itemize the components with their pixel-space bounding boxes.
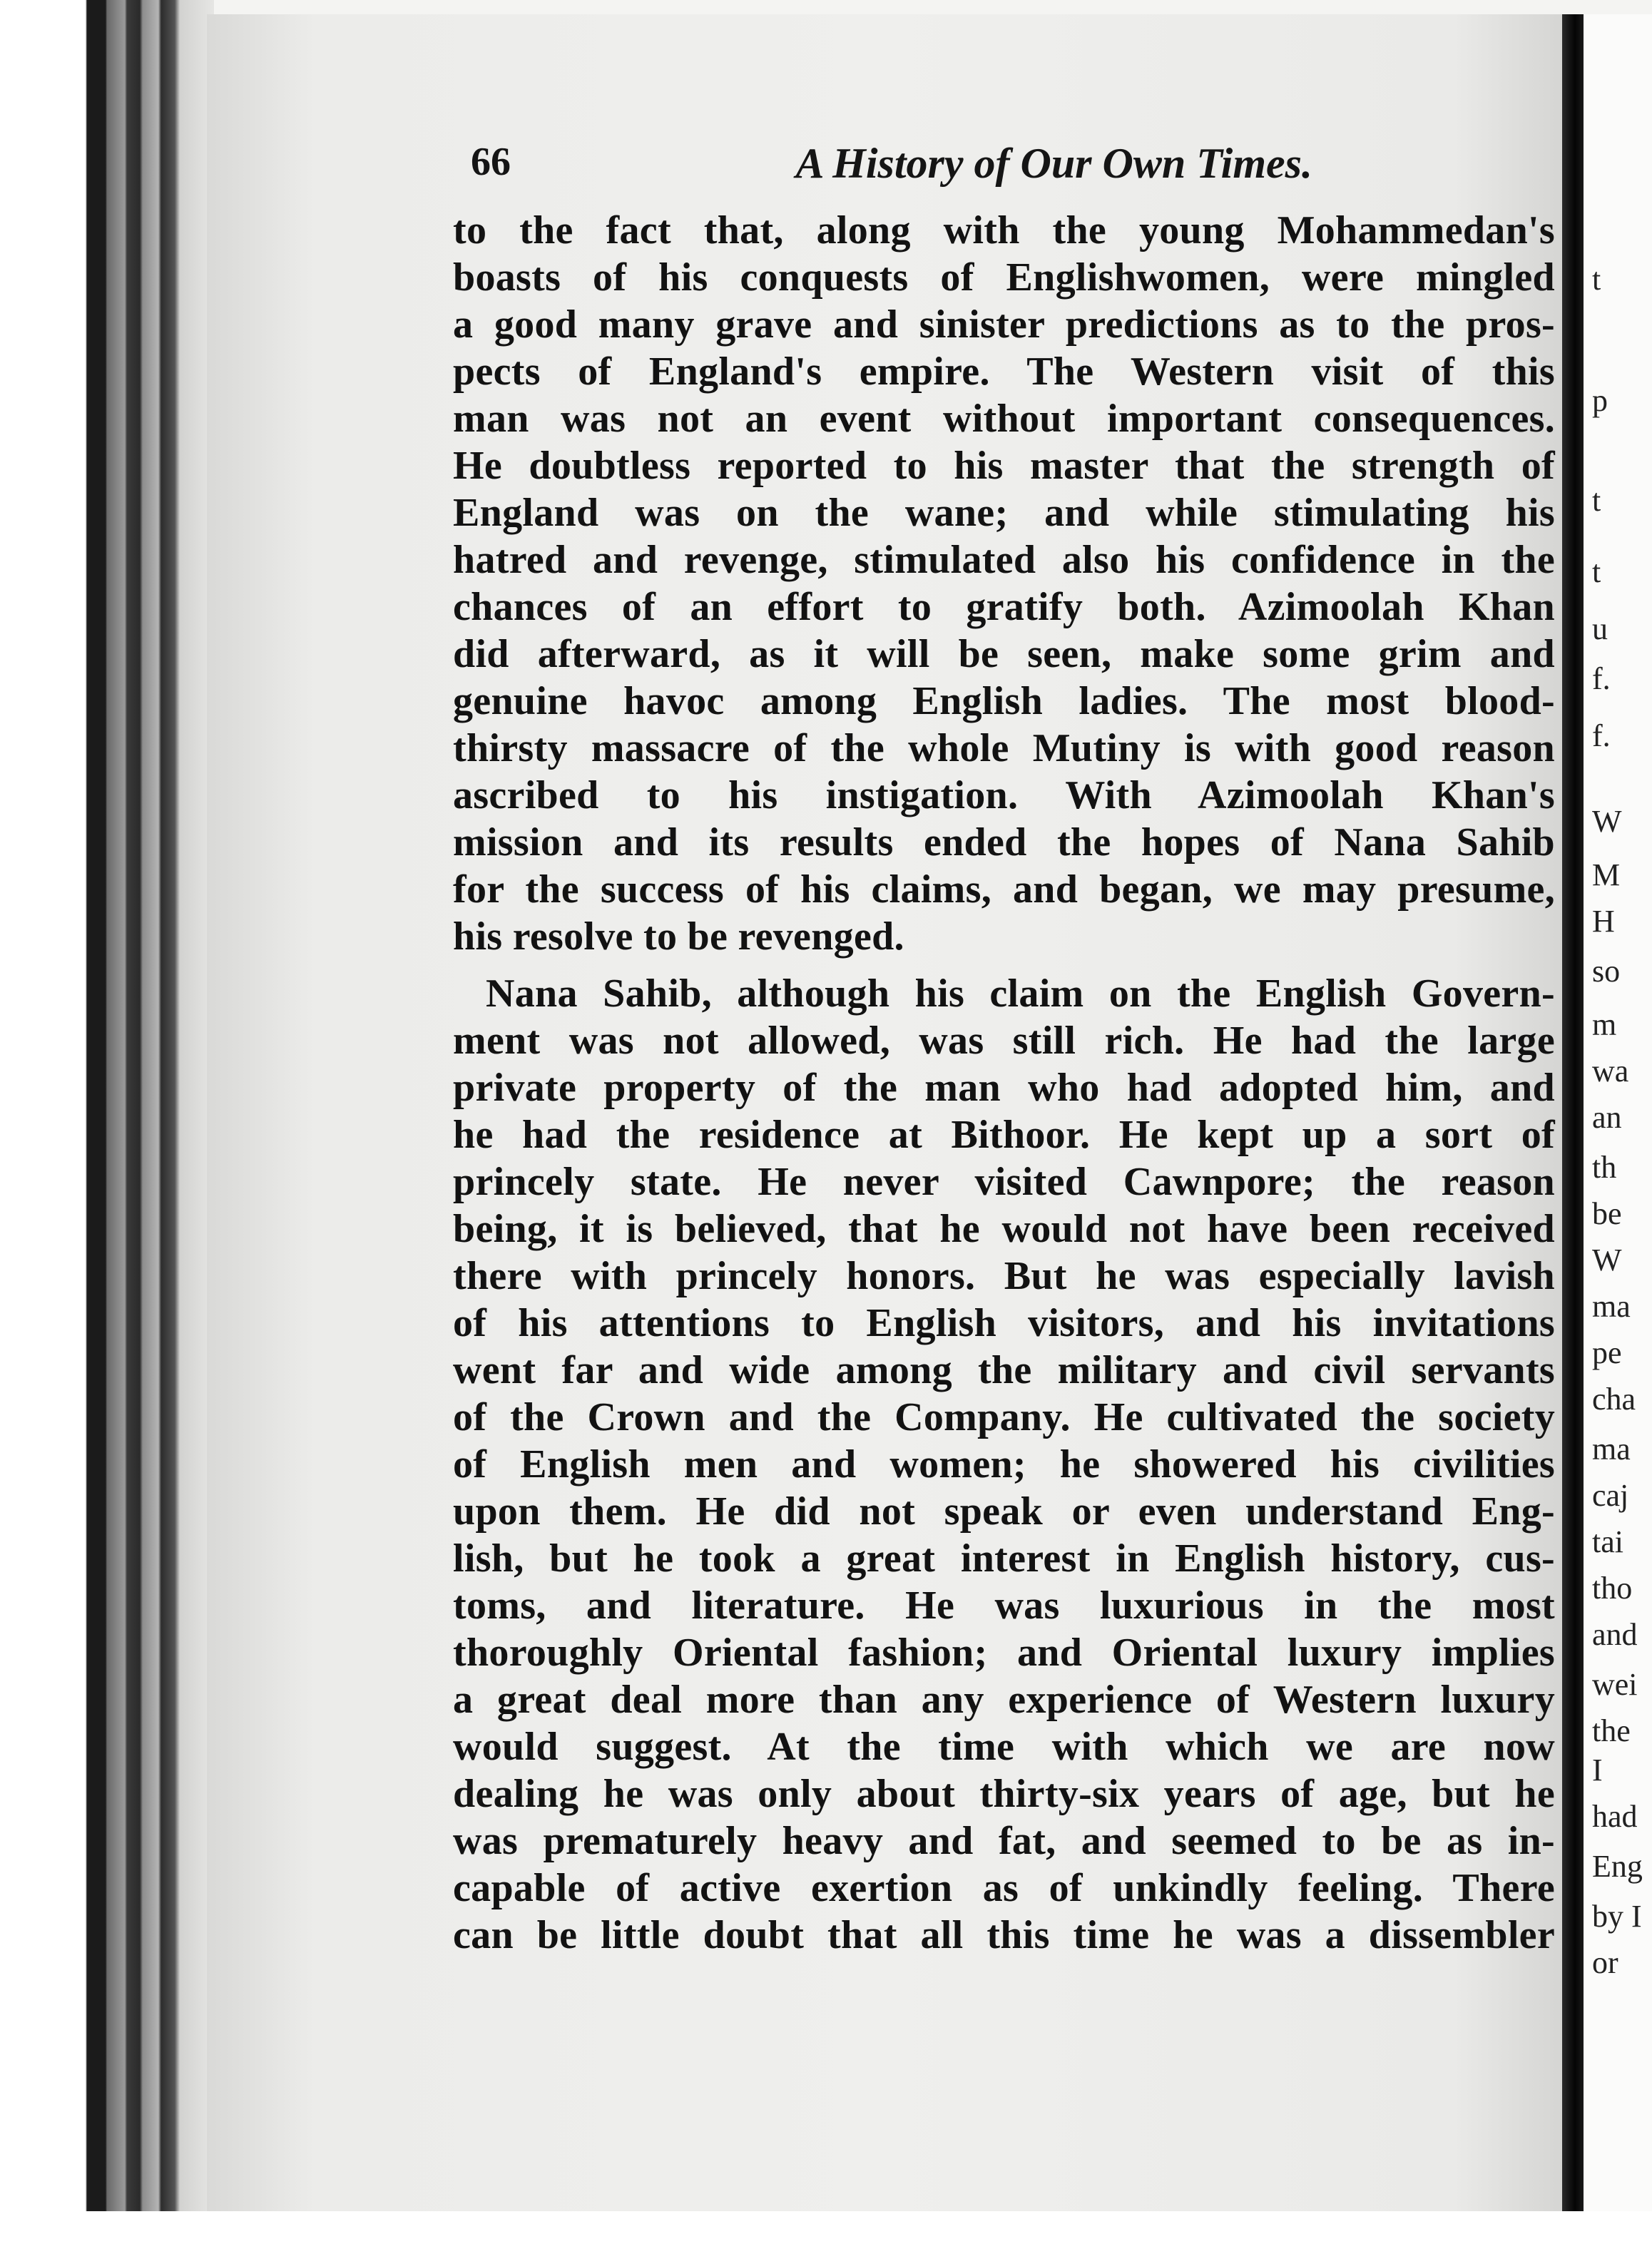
facing-page-fragment: m: [1592, 1007, 1617, 1042]
facing-page-fragment: u: [1592, 611, 1608, 646]
facing-page-fragment: the: [1592, 1713, 1631, 1748]
facing-page-fragment: wei: [1592, 1667, 1638, 1702]
scan-margin: [0, 2211, 1652, 2254]
facing-page-fragment: ma: [1592, 1289, 1631, 1324]
facing-page-sliver: [1584, 14, 1652, 2211]
text-line: boasts of his conquests of Englishwomen, were mingled: [453, 255, 1555, 300]
text-line: Nana Sahib, although his claim on the English Govern-: [486, 972, 1555, 1016]
facing-page-fragment: be: [1592, 1196, 1622, 1231]
facing-page-fragment: W: [1592, 1243, 1622, 1278]
paragraph: [453, 207, 1555, 960]
text-line: dealing he was only about thirty-six years of age, but he: [453, 1772, 1555, 1816]
text-line: went far and wide among the military and civil servants: [453, 1348, 1555, 1392]
facing-page-fragment: Eng: [1592, 1849, 1643, 1884]
text-line: lish, but he took a great interest in English history, cus-: [453, 1536, 1555, 1581]
facing-page-fragment: tho: [1592, 1571, 1633, 1606]
text-line: England was on the wane; and while stimulating his: [453, 491, 1555, 535]
text-line: ascribed to his instigation. With Azimoolah Khan's: [453, 773, 1555, 817]
facing-page-fragment: cha: [1592, 1382, 1636, 1417]
text-line: of his attentions to English visitors, and his invitations: [453, 1301, 1555, 1345]
text-line: a great deal more than any experience of Western luxury: [453, 1678, 1555, 1722]
text-line: thirsty massacre of the whole Mutiny is with good reason: [453, 726, 1555, 770]
facing-page-fragment: and: [1592, 1617, 1638, 1652]
text-line: to the fact that, along with the young Mohammedan's: [453, 208, 1555, 253]
text-line: chances of an effort to gratify both. Azimoolah Khan: [453, 585, 1555, 629]
text-line: capable of active exertion as of unkindly feeling. There: [453, 1866, 1555, 1910]
text-line: for the success of his claims, and began, we may presume,: [453, 867, 1555, 912]
facing-page-fragment: so: [1592, 954, 1621, 989]
text-line: a good many grave and sinister predictions as to the pros-: [453, 302, 1555, 347]
facing-page-fragment: t: [1592, 554, 1601, 589]
running-title: A History of Our Own Times.: [795, 140, 1312, 187]
facing-page-fragment: ma: [1592, 1432, 1631, 1467]
facing-page-fragment: t: [1592, 262, 1601, 297]
text-line: his resolve to be revenged.: [453, 914, 904, 959]
text-line: ment was not allowed, was still rich. He had the large: [453, 1019, 1555, 1063]
facing-page-fragment: H: [1592, 904, 1615, 939]
facing-page-fragment: th: [1592, 1150, 1617, 1185]
facing-page-fragment: t: [1592, 483, 1601, 518]
page-edge-shadow: [1562, 14, 1584, 2211]
facing-page-fragment: or: [1592, 1945, 1618, 1980]
text-line: can be little doubt that all this time he was a dissembler: [453, 1913, 1555, 1957]
text-line: he had the residence at Bithoor. He kept up a sort of: [453, 1113, 1555, 1157]
text-line: being, it is believed, that he would not have been received: [453, 1207, 1555, 1251]
text-line: upon them. He did not speak or even understand Eng-: [453, 1489, 1555, 1534]
text-line: of English men and women; he showered his civilities: [453, 1442, 1555, 1486]
facing-page-fragment: an: [1592, 1100, 1622, 1135]
facing-page-fragment: caj: [1592, 1478, 1629, 1513]
facing-page-fragment: M: [1592, 857, 1621, 892]
facing-page-fragment: pe: [1592, 1335, 1622, 1370]
text-line: toms, and literature. He was luxurious in the most: [453, 1584, 1555, 1628]
text-line: genuine havoc among English ladies. The most blood-: [453, 679, 1555, 723]
text-line: there with princely honors. But he was especially lavish: [453, 1254, 1555, 1298]
facing-page-fragment: by I: [1592, 1899, 1642, 1934]
text-line: of the Crown and the Company. He cultivated the society: [453, 1395, 1555, 1439]
text-line: hatred and revenge, stimulated also his confidence in the: [453, 538, 1555, 582]
facing-page-fragment: wa: [1592, 1054, 1629, 1088]
text-line: princely state. He never visited Cawnpore; the reason: [453, 1160, 1555, 1204]
text-line: private property of the man who had adopted him, and: [453, 1066, 1555, 1110]
page-number: 66: [471, 140, 511, 184]
text-line: man was not an event without important consequences.: [453, 397, 1555, 441]
facing-page-fragment: p: [1592, 383, 1608, 418]
body-text: [453, 207, 1555, 1959]
facing-page-fragment: tai: [1592, 1524, 1623, 1559]
text-line: mission and its results ended the hopes of Nana Sahib: [453, 820, 1555, 865]
facing-page-fragment: f.: [1592, 661, 1611, 696]
facing-page-fragment: I: [1592, 1753, 1603, 1788]
text-line: He doubtless reported to his master that the strength of: [453, 444, 1555, 488]
running-header: [471, 139, 1312, 189]
text-line: did afterward, as it will be seen, make some grim and: [453, 632, 1555, 676]
text-line: pects of England's empire. The Western visit of this: [453, 350, 1555, 394]
text-line: was prematurely heavy and fat, and seemed to be as in-: [453, 1819, 1555, 1863]
facing-page-fragment: f.: [1592, 718, 1611, 753]
paragraph: [453, 970, 1555, 1959]
text-line: would suggest. At the time with which we are now: [453, 1725, 1555, 1769]
facing-page-fragment: had: [1592, 1799, 1638, 1834]
facing-page-fragment: W: [1592, 804, 1622, 839]
book-binding-gutter: [0, 0, 214, 2254]
text-line: thoroughly Oriental fashion; and Oriental luxury implies: [453, 1631, 1555, 1675]
